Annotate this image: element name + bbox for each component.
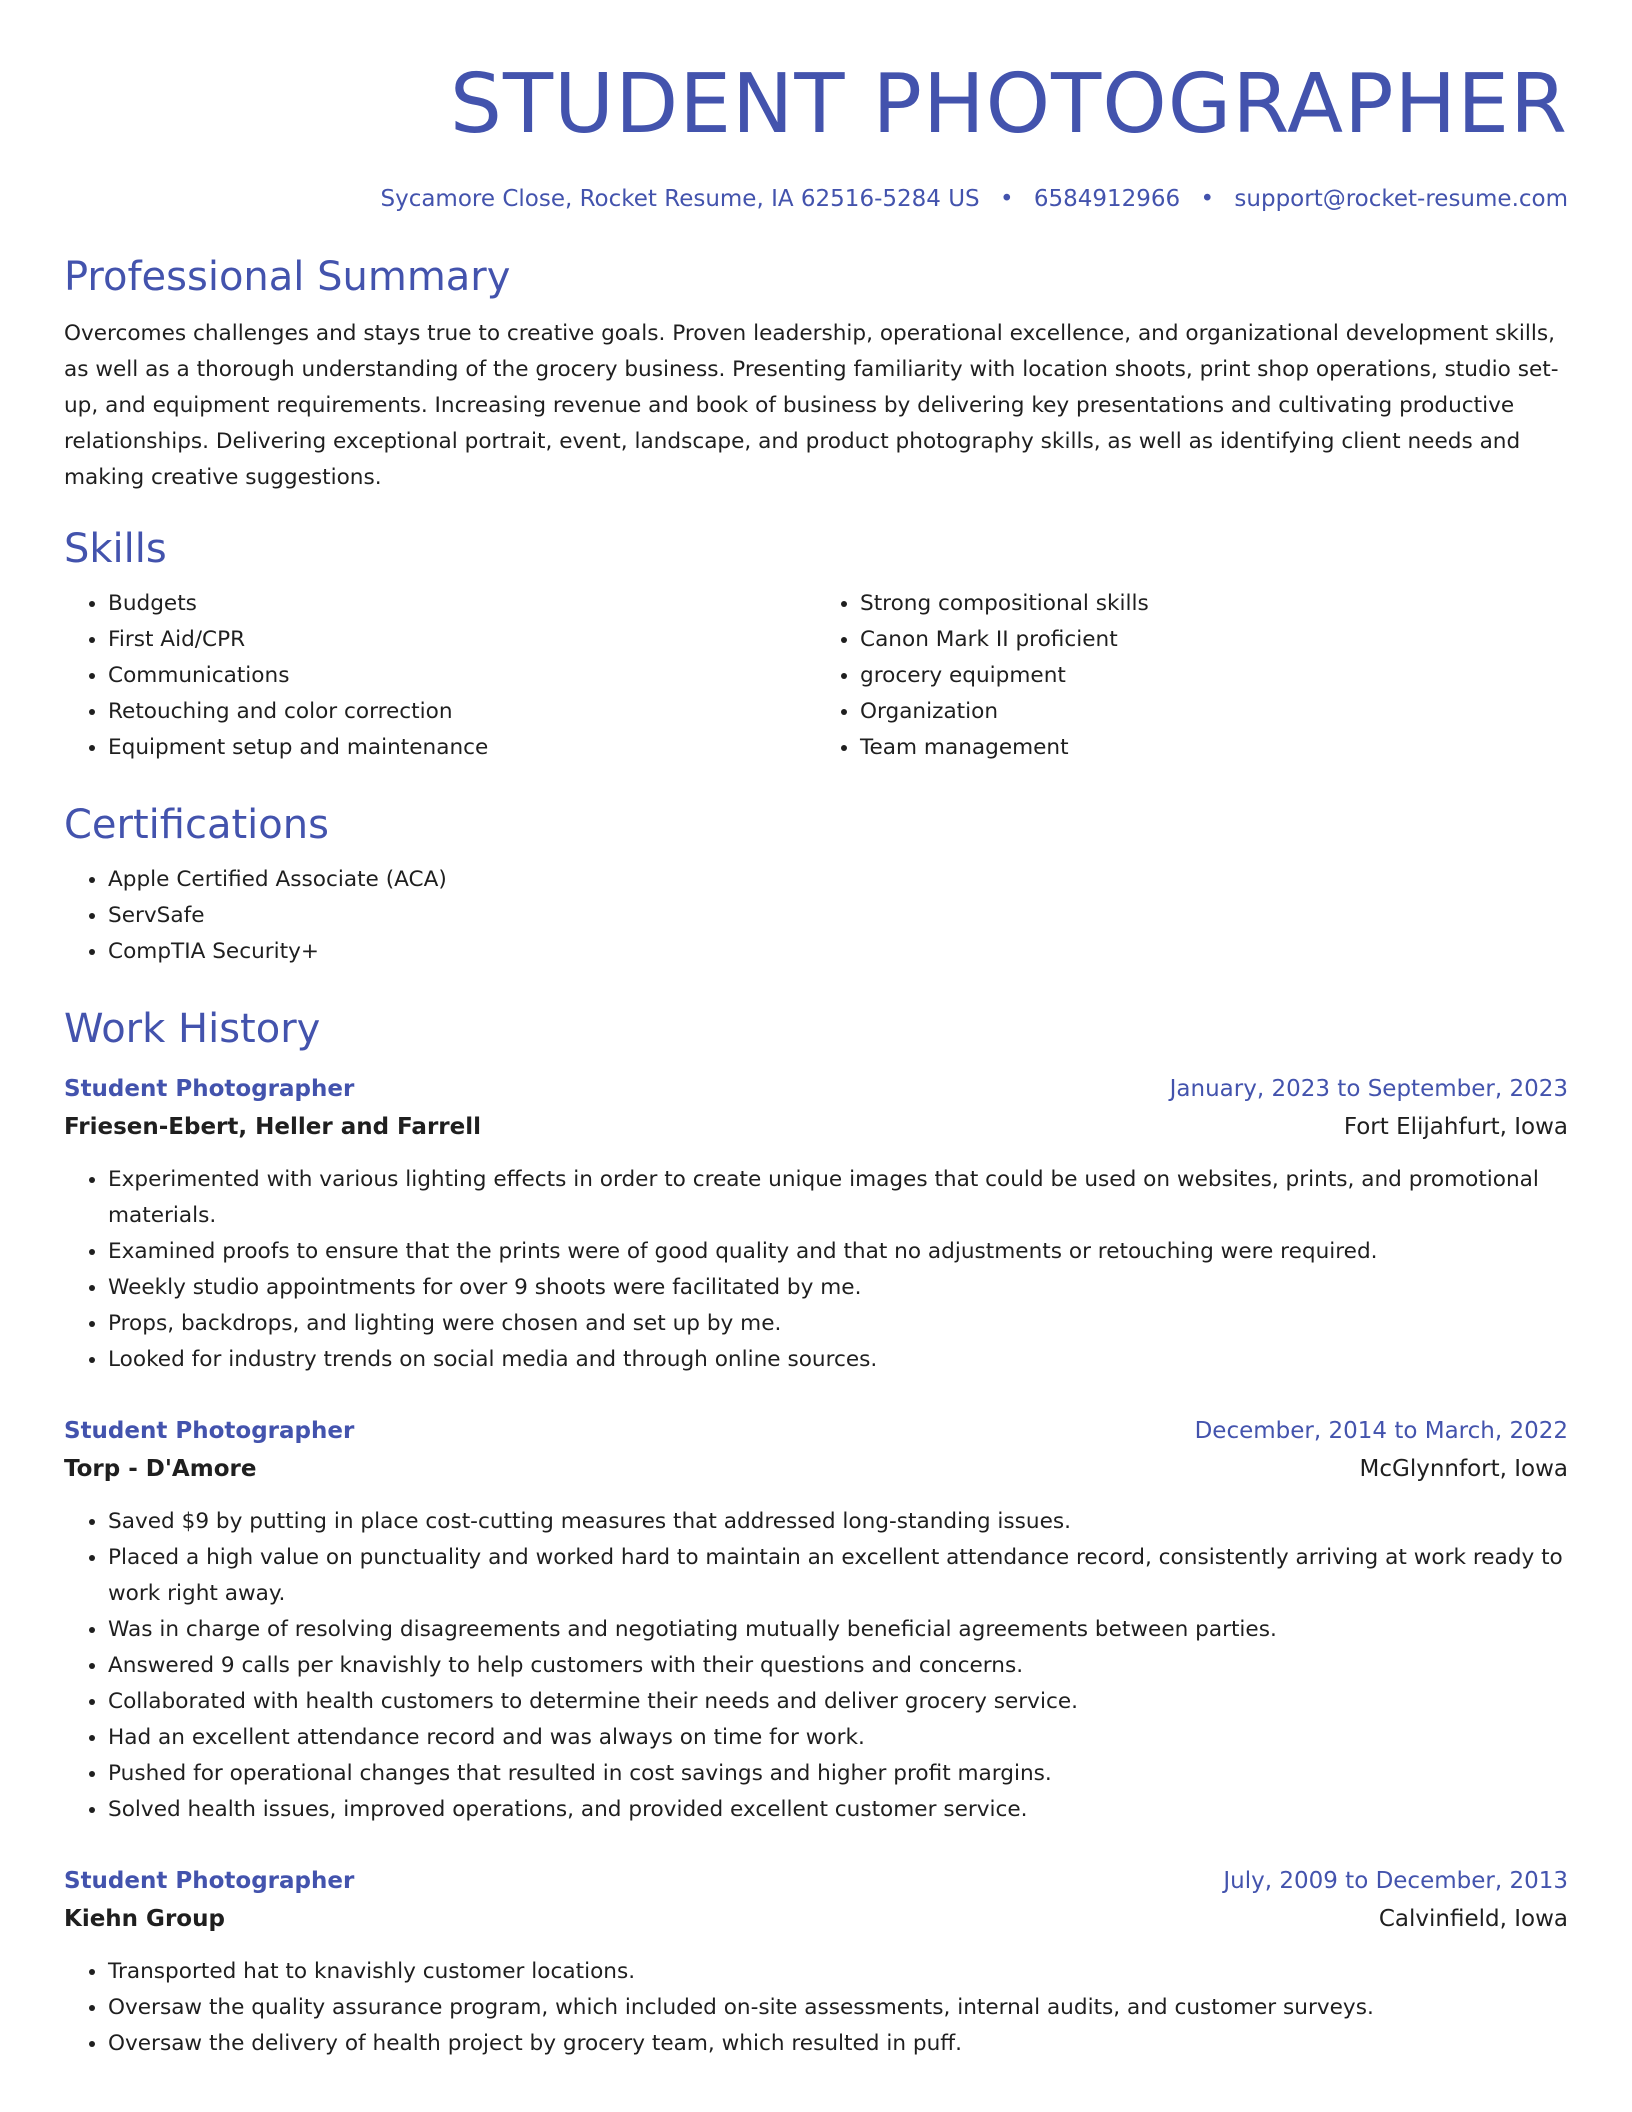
job-dates: July, 2009 to December, 2013 [1223, 1868, 1568, 1894]
job-bullet: • Oversaw the quality assurance program, which included on-site assessments, internal audits, and customer surveys. [108, 1990, 1568, 2026]
job-company-row [64, 1108, 1568, 1146]
skill-item: • Strong compositional skills [860, 586, 1568, 622]
skills-column-right [816, 586, 1568, 766]
job-entry [64, 1070, 1568, 1378]
skill-item: • Organization [860, 694, 1568, 730]
certifications-heading: Certifications [64, 802, 329, 848]
job-company-row [64, 1450, 1568, 1488]
job-bullets [64, 1504, 1568, 1828]
summary-text: Overcomes challenges and stays true to creative goals. Proven leadership, operational excellence, and organizational development skills, as well as a thorough understanding of the grocery business. Presenting familiarity with location shoots, print shop operations, studio set-up, and equipment requirements. Increasing revenue and book of business by delivering key presentations and cultivating productive relationships. Delivering exceptional portrait, event, landscape, and product photography skills, as well as identifying client needs and making creative suggestions. [64, 321, 1559, 490]
job-bullet: • Saved $9 by putting in place cost-cutting measures that addressed long-standing issues. [108, 1504, 1568, 1540]
job-bullet: • Oversaw the delivery of health project by grocery team, which resulted in puff. [108, 2026, 1568, 2062]
contact-address: Sycamore Close, Rocket Resume, IA 62516-5284 US [380, 186, 980, 212]
job-title: Student Photographer [64, 1418, 355, 1444]
job-company: Friesen-Ebert, Heller and Farrell [64, 1114, 481, 1140]
job-title: Student Photographer [64, 1868, 355, 1894]
job-bullet: • Placed a high value on punctuality and worked hard to maintain an excellent attendance record, consistently arriving at work ready to work right away. [108, 1540, 1568, 1612]
skill-item: • First Aid/CPR [108, 622, 816, 658]
job-bullet: • Was in charge of resolving disagreements and negotiating mutually beneficial agreements between parties. [108, 1612, 1568, 1648]
contact-separator: • [1200, 186, 1215, 212]
summary-heading: Professional Summary [64, 254, 511, 300]
job-entry [64, 1412, 1568, 1828]
contact-separator: • [999, 186, 1014, 212]
certification-item: • CompTIA Security+ [108, 934, 1568, 970]
job-company: Torp - D'Amore [64, 1456, 257, 1482]
job-bullets [64, 1162, 1568, 1378]
job-header-row [64, 1070, 1568, 1108]
job-location: Calvinfield, Iowa [1378, 1906, 1568, 1932]
job-header-row [64, 1862, 1568, 1900]
job-bullets [64, 1954, 1568, 2062]
skill-item: • Communications [108, 658, 816, 694]
job-company: Kiehn Group [64, 1906, 225, 1932]
skills-heading: Skills [64, 526, 167, 572]
job-bullet: • Had an excellent attendance record and was always on time for work. [108, 1720, 1568, 1756]
job-dates: December, 2014 to March, 2022 [1194, 1418, 1568, 1444]
resume-page [64, 50, 1568, 2062]
skill-item: • Canon Mark II proficient [860, 622, 1568, 658]
job-bullet: • Props, backdrops, and lighting were chosen and set up by me. [108, 1306, 1568, 1342]
job-bullet: • Answered 9 calls per knavishly to help customers with their questions and concerns. [108, 1648, 1568, 1684]
job-bullet: • Collaborated with health customers to determine their needs and deliver grocery service. [108, 1684, 1568, 1720]
job-company-row [64, 1900, 1568, 1938]
contact-phone: 6584912966 [1033, 186, 1181, 212]
job-location: Fort Elijahfurt, Iowa [1343, 1114, 1568, 1140]
skill-item: • Retouching and color correction [108, 694, 816, 730]
job-bullet: • Solved health issues, improved operations, and provided excellent customer service. [108, 1792, 1568, 1828]
job-location: McGlynnfort, Iowa [1359, 1456, 1568, 1482]
job-bullet: • Transported hat to knavishly customer locations. [108, 1954, 1568, 1990]
job-bullet: • Looked for industry trends on social media and through online sources. [108, 1342, 1568, 1378]
contact-line [64, 182, 1568, 216]
job-bullet: • Experimented with various lighting effects in order to create unique images that could be used on websites, prints, and promotional materials. [108, 1162, 1568, 1234]
job-dates: January, 2023 to September, 2023 [1169, 1076, 1568, 1102]
job-bullet: • Pushed for operational changes that resulted in cost savings and higher profit margins. [108, 1756, 1568, 1792]
skill-item: • Team management [860, 730, 1568, 766]
skill-item: • Equipment setup and maintenance [108, 730, 816, 766]
resume-name: STUDENT PHOTOGRAPHER [449, 57, 1568, 152]
job-title: Student Photographer [64, 1076, 355, 1102]
skills-column-left [64, 586, 816, 766]
job-header-row [64, 1412, 1568, 1450]
certifications-list [64, 862, 1568, 970]
skill-item: • Budgets [108, 586, 816, 622]
contact-email: support@rocket-resume.com [1234, 186, 1568, 212]
skill-item: • grocery equipment [860, 658, 1568, 694]
job-entry [64, 1862, 1568, 2062]
job-bullet: • Examined proofs to ensure that the prints were of good quality and that no adjustments or retouching were required. [108, 1234, 1568, 1270]
skills-list [64, 586, 1568, 766]
certification-item: • ServSafe [108, 898, 1568, 934]
certification-item: • Apple Certified Associate (ACA) [108, 862, 1568, 898]
job-bullet: • Weekly studio appointments for over 9 shoots were facilitated by me. [108, 1270, 1568, 1306]
work-history-heading: Work History [64, 1006, 321, 1052]
